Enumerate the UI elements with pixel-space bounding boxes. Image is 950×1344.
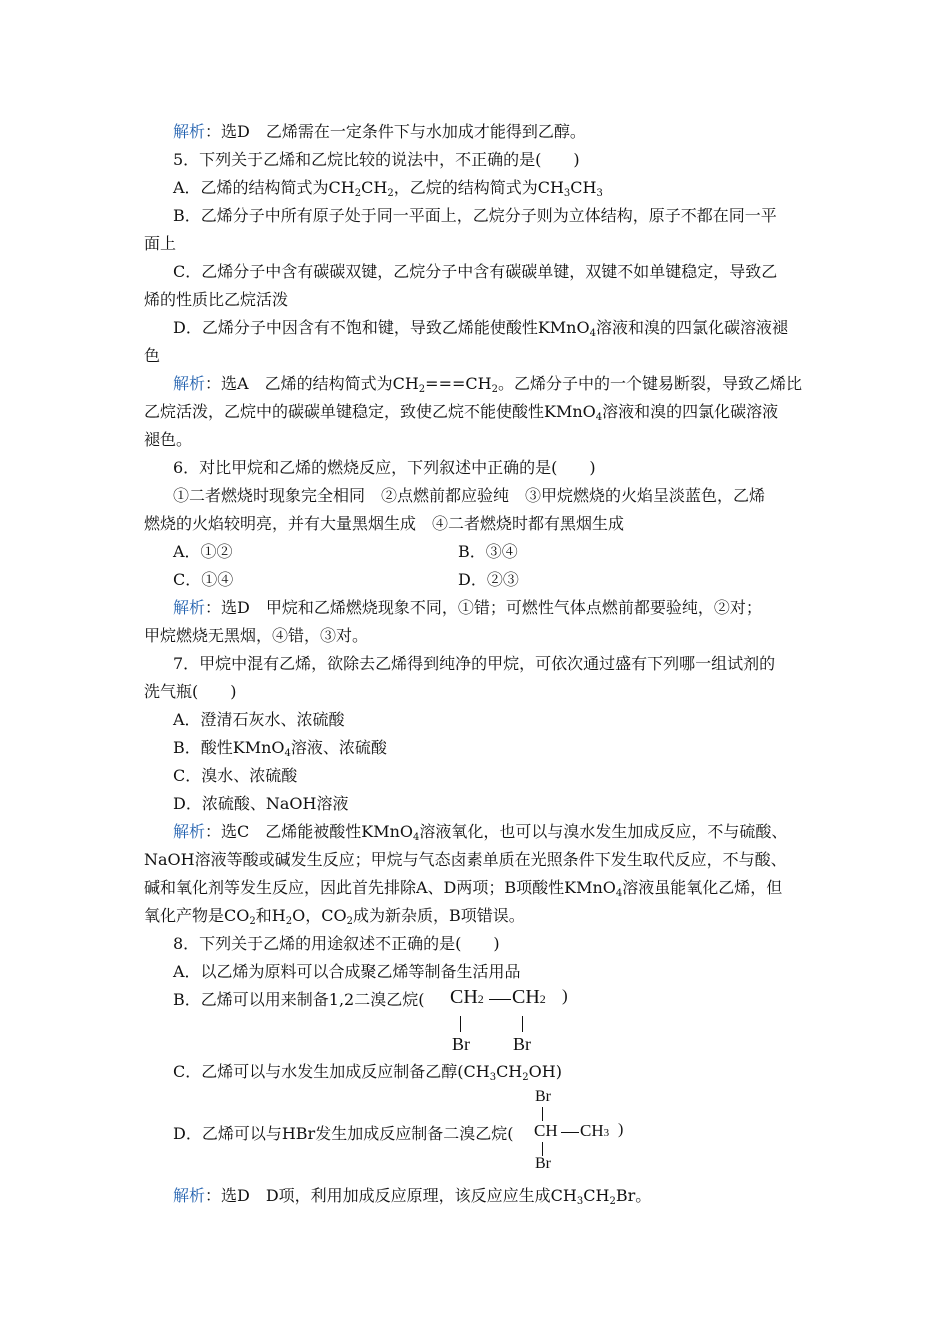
analysis-q7-end: 氧化产物是$CO_2$和$H_2O$，$CO_2$成为新杂质，B项错误。 xyxy=(144,906,525,927)
formula-bond xyxy=(489,999,511,1000)
analysis-q6-cont: 甲烷燃烧无黑烟，④错，③对。 xyxy=(144,626,369,645)
q8-option-c: C．乙烯可以与水发生加成反应制备乙醇$(CH_3CH_2OH)$ xyxy=(173,1062,562,1083)
question-7-stem: 7．甲烷中混有乙烯，欲除去乙烯得到纯净的甲烷，可依次通过盛有下列哪一组试剂的 xyxy=(173,654,776,673)
q5-option-b-cont: 面上 xyxy=(144,234,177,253)
formula-close-paren: ) xyxy=(618,1121,624,1138)
q6-option-c: C．①④ xyxy=(173,570,234,589)
formula-ch2-right: CH2 xyxy=(512,986,546,1008)
q5-option-c-cont: 烯的性质比乙烷活泼 xyxy=(144,290,289,309)
analysis-label: 解析 xyxy=(173,122,206,141)
formula-bond xyxy=(542,1107,543,1121)
q5-option-c: C．乙烯分子中含有碳碳双键，乙烷分子中含有碳碳单键，双键不如单键稳定，导致乙 xyxy=(173,262,778,281)
analysis-q5-end: 褪色。 xyxy=(144,430,193,449)
q5-option-a: A．乙烯的结构简式为$CH_2CH_2$，乙烷的结构简式为$CH_3CH_3$ xyxy=(173,178,603,199)
question-7-stem-cont: 洗气瓶( ) xyxy=(144,682,237,701)
formula-close-paren: ) xyxy=(562,986,568,1005)
analysis-label: 解析 xyxy=(173,598,206,617)
q6-option-d: D．②③ xyxy=(458,570,519,589)
q6-option-b: B．③④ xyxy=(458,542,518,561)
formula-bond xyxy=(561,1132,579,1133)
question-6-stem: 6．对比甲烷和乙烯的燃烧反应，下列叙述中正确的是( ) xyxy=(173,458,596,477)
q8-option-b: B．乙烯可以用来制备1,2二溴乙烷( xyxy=(173,990,425,1009)
analysis-q6: 解析：选D 甲烷和乙烯燃烧现象不同，①错；可燃性气体点燃前都要验纯，②对； xyxy=(173,598,762,617)
analysis-q7-cont2: 碱和氧化剂等发生反应，因此首先排除A、D两项；B项酸性KMnO$_4$溶液虽能氧化乙烯，但 xyxy=(144,878,783,899)
analysis-q8: 解析：选D D项，利用加成反应原理，该反应应生成$CH_3CH_2Br$。 xyxy=(173,1186,652,1207)
analysis-q7: 解析：选C 乙烯能被酸性KMnO$_4$溶液氧化，也可以与溴水发生加成反应，不与硫酸、 xyxy=(173,822,788,843)
formula-br-top: Br xyxy=(535,1088,551,1105)
analysis-q5-cont: 乙烷活泼，乙烷中的碳碳单键稳定，致使乙烷不能使酸性KMnO$_4$溶液和溴的四氯化碳溶液 xyxy=(144,402,779,423)
q8-option-d: D．乙烯可以与HBr发生加成反应制备二溴乙烷( xyxy=(173,1124,514,1143)
q6-statements-cont: 燃烧的火焰较明亮，并有大量黑烟生成 ④二者燃烧时都有黑烟生成 xyxy=(144,514,625,533)
formula-bond xyxy=(460,1016,461,1032)
analysis-q7-cont: NaOH溶液等酸或碱发生反应；甲烷与气态卤素单质在光照条件下发生取代反应，不与酸、 xyxy=(144,850,787,869)
q7-option-a: A．澄清石灰水、浓硫酸 xyxy=(173,710,345,729)
formula-ch3: CH3 xyxy=(580,1121,610,1140)
formula-ch2-left: CH2 xyxy=(450,986,484,1008)
q6-statements: ①二者燃烧时现象完全相同 ②点燃前都应验纯 ③甲烷燃烧的火焰呈淡蓝色，乙烯 xyxy=(173,486,766,505)
formula-ch: CH xyxy=(534,1121,558,1140)
analysis-label: 解析 xyxy=(173,822,206,841)
q5-option-d-cont: 色 xyxy=(144,346,161,365)
q5-option-d: D．乙烯分子中因含有不饱和键，导致乙烯能使酸性KMnO$_4$溶液和溴的四氯化碳溶液褪 xyxy=(173,318,788,339)
formula-bond xyxy=(522,1016,523,1032)
q7-option-c: C．溴水、浓硫酸 xyxy=(173,766,298,785)
q7-option-b: B．酸性KMnO$_4$溶液、浓硫酸 xyxy=(173,738,387,759)
formula-br-bottom: Br xyxy=(535,1155,551,1172)
q8-option-a: A．以乙烯为原料可以合成聚乙烯等制备生活用品 xyxy=(173,962,521,981)
q5-option-b: B．乙烯分子中所有原子处于同一平面上，乙烷分子则为立体结构，原子不都在同一平 xyxy=(173,206,777,225)
analysis-q4: 解析：选D 乙烯需在一定条件下与水加成才能得到乙醇。 xyxy=(173,122,586,141)
dibromoethane-11-structure xyxy=(530,1088,640,1174)
formula-bond xyxy=(542,1142,543,1156)
question-5-stem: 5．下列关于乙烯和乙烷比较的说法中，不正确的是( ) xyxy=(173,150,580,169)
question-8-stem: 8．下列关于乙烯的用途叙述不正确的是( ) xyxy=(173,934,500,953)
q6-option-a: A．①② xyxy=(173,542,233,561)
analysis-q5: 解析：选A 乙烯的结构简式为$CH_2===CH_2$。乙烯分子中的一个键易断裂，导致乙烯比 xyxy=(173,374,802,395)
analysis-label: 解析 xyxy=(173,1186,206,1205)
formula-br-right: Br xyxy=(513,1034,531,1054)
q7-option-d: D．浓硫酸、NaOH溶液 xyxy=(173,794,349,813)
formula-br-left: Br xyxy=(452,1034,470,1054)
dibromoethane-structure xyxy=(450,984,580,1064)
analysis-label: 解析 xyxy=(173,374,206,393)
